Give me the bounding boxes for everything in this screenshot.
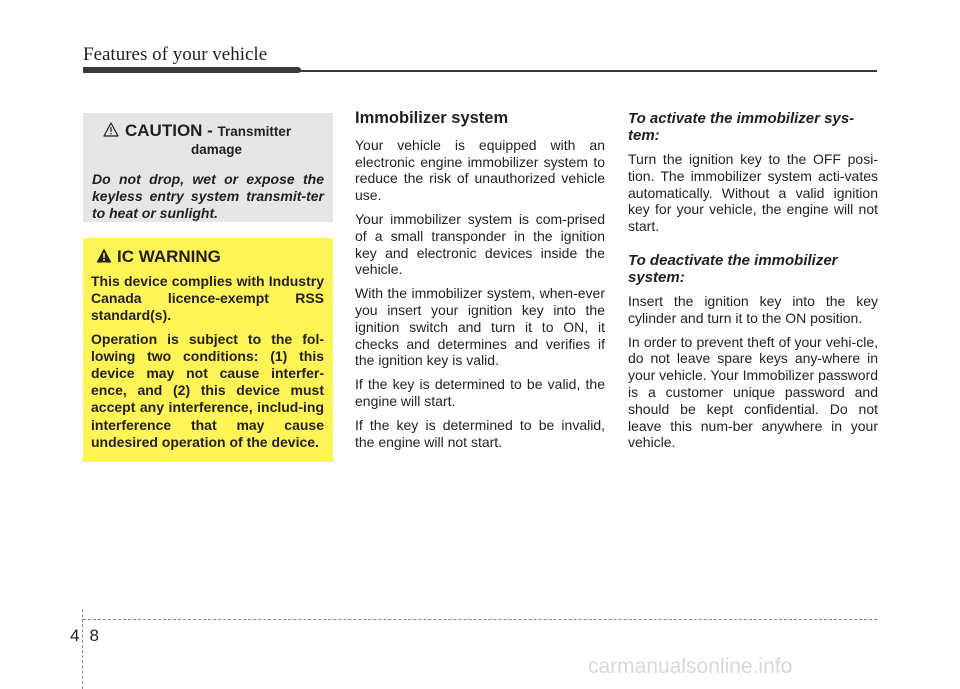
warning-triangle-icon	[96, 248, 112, 263]
header-bar	[83, 67, 301, 73]
warning-title: IC WARNING	[117, 247, 221, 266]
warning-heading	[91, 247, 324, 267]
activate-heading: To activate the immobilizer sys-tem:	[628, 110, 855, 144]
caution-subject: Transmitter	[217, 124, 292, 139]
ic-warning-box	[83, 238, 333, 462]
activation-column	[628, 110, 878, 458]
caution-box	[83, 113, 333, 222]
caution-heading	[92, 121, 324, 159]
deactivate-paragraph-1: Insert the ignition key into the key cylinder and turn it to the ON position.	[628, 292, 878, 326]
immobilizer-paragraph-2: Your immobilizer system is com-prised of a small transponder in the ignition key and electronic devices inside the vehicle.	[355, 210, 605, 278]
caution-subject-line2: damage	[191, 142, 243, 157]
warning-paragraph-1: This device complies with Industry Canada licence-exempt RSS standard(s).	[91, 273, 324, 324]
immobilizer-paragraph-3: With the immobilizer system, when-ever you insert your ignition key into the ignition switch and turn it to ON, it checks and determines and verifies if the ignition key is valid.	[355, 285, 605, 369]
caution-label: CAUTION -	[125, 121, 218, 140]
warning-paragraph-2: Operation is subject to the fol-lowing two conditions: (1) this device may not cause interfer-ence, and (2) this device must accept any interference, includ-ing interference that may cause undesired operation of the device.	[91, 330, 324, 450]
page-number: 48	[70, 626, 109, 645]
activate-paragraph: Turn the ignition key to the OFF posi-tion. The immobilizer system acti-vates automatically. Without a valid ignition key for your vehicle, the engine will not start.	[628, 151, 878, 235]
immobilizer-paragraph-5: If the key is determined to be invalid, the engine will not start.	[355, 416, 605, 450]
immobilizer-column	[355, 110, 605, 457]
immobilizer-paragraph-4: If the key is determined to be valid, the engine will start.	[355, 376, 605, 409]
immobilizer-heading: Immobilizer system	[355, 109, 509, 127]
footer-rule	[83, 619, 877, 620]
caution-triangle-icon	[103, 122, 119, 137]
header-rule	[299, 70, 877, 72]
footer-divider	[82, 609, 83, 689]
immobilizer-paragraph-1: Your vehicle is equipped with an electronic engine immobilizer system to reduce the risk of unauthorized vehicle use.	[355, 136, 605, 204]
page-header-title: Features of your vehicle	[83, 44, 268, 65]
deactivate-heading: To deactivate the immobilizer system:	[628, 251, 838, 286]
caution-text: Do not drop, wet or expose the keyless entry system transmit-ter to heat or sunlight.	[92, 171, 324, 221]
watermark-text: carmanualsonline.info	[588, 655, 793, 678]
deactivate-paragraph-2: In order to prevent theft of your vehi-cle, do not leave spare keys any-where in your vehicle. Your Immobilizer password is a customer unique password and should be kept confidential. Do not leave this num-ber anywhere in your vehicle.	[628, 333, 878, 451]
